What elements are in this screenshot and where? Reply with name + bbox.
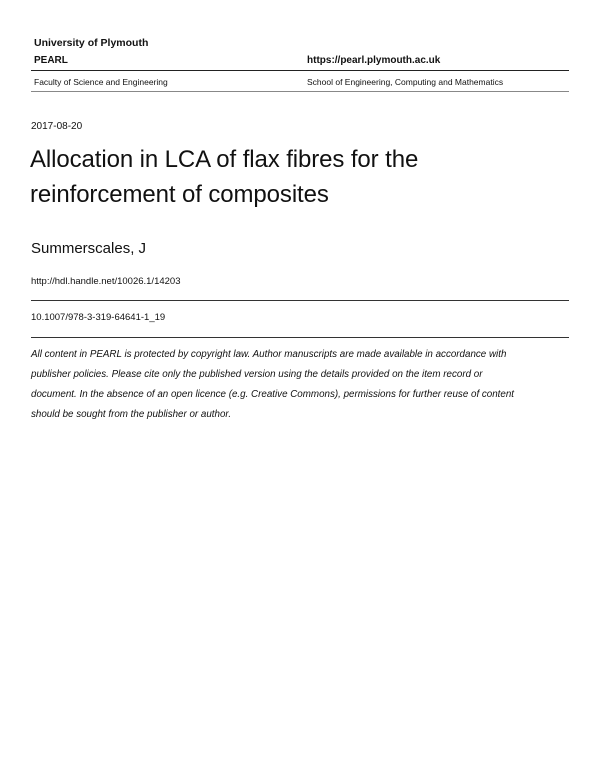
faculty-name: Faculty of Science and Engineering xyxy=(34,77,168,87)
notice-line-3: document. In the absence of an open licence (e.g. Creative Commons), permissions for further reuse of content xyxy=(31,389,515,400)
handle-divider xyxy=(31,300,569,301)
doi-divider xyxy=(31,337,569,338)
handle-link[interactable]: http://hdl.handle.net/10026.1/14203 xyxy=(31,276,181,287)
school-name: School of Engineering, Computing and Mathematics xyxy=(307,77,504,87)
copyright-notice xyxy=(31,345,571,425)
notice-line-1: All content in PEARL is protected by copyright law. Author manuscripts are made available in accordance with xyxy=(31,349,507,360)
header-divider xyxy=(31,70,569,71)
repository-row xyxy=(31,55,569,66)
publication-date: 2017-08-20 xyxy=(31,121,83,132)
faculty-row xyxy=(31,77,569,87)
title-line-1: Allocation in LCA of flax fibres for the xyxy=(30,146,419,173)
faculty-divider xyxy=(31,91,569,92)
title-line-2: reinforcement of composites xyxy=(30,181,329,208)
repository-url-link[interactable]: https://pearl.plymouth.ac.uk xyxy=(307,55,441,66)
notice-line-4: should be sought from the publisher or author. xyxy=(31,409,232,420)
notice-line-2: publisher policies. Please cite only the published version using the details provided on the item record or xyxy=(31,369,483,380)
institution-name: University of Plymouth xyxy=(34,37,149,49)
document-title xyxy=(30,142,550,212)
doi-text: 10.1007/978-3-319-64641-1_19 xyxy=(31,312,166,323)
repository-name: PEARL xyxy=(34,55,68,66)
author-name: Summerscales, J xyxy=(31,240,147,257)
